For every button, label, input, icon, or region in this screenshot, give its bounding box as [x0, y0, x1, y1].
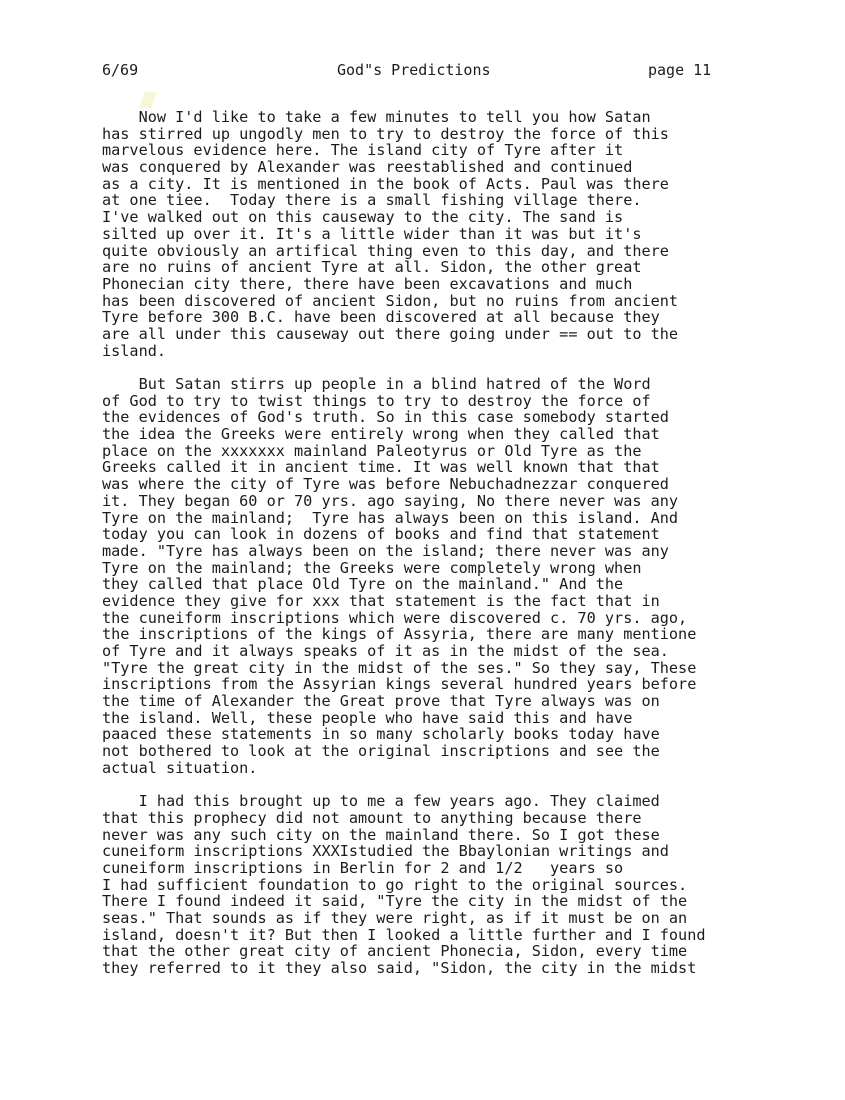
text-line: the idea the Greeks were entirely wrong when they called that — [102, 425, 660, 444]
text-line: not bothered to look at the original inscriptions and see the — [102, 742, 660, 761]
text-line: are all under this causeway out there going under == out to the — [102, 324, 679, 343]
text-line: "Tyre the great city in the midst of the ses." So they say, These — [102, 658, 697, 677]
text-line: silted up over it. It's a little wider than it was but it's — [102, 224, 642, 243]
text-line: Phonecian city there, there have been excavations and much — [102, 274, 633, 293]
text-line: of Tyre and it always speaks of it as in the midst of the sea. — [102, 642, 669, 660]
text-line: has stirred up ungodly men to try to destroy the force of this — [102, 124, 669, 143]
text-line: Greeks called it in ancient time. It was well known that that — [102, 458, 660, 477]
text-line: evidence they give for xxx that statement is the fact that in — [102, 591, 660, 610]
text-line: the evidences of God's truth. So in this case somebody started — [102, 408, 669, 427]
text-line: has been discovered of ancient Sidon, but no ruins from ancient — [102, 291, 679, 310]
text-line: the inscriptions of the kings of Assyria, there are many mentione — [102, 625, 697, 644]
text-line: seas." That sounds as if they were right, as if it must be on an — [102, 909, 688, 927]
text-line: I've walked out on this causeway to the city. The sand is — [102, 208, 624, 227]
text-line: the cuneiform inscriptions which were discovered c. 70 yrs. ago, — [102, 608, 688, 627]
header-page-number: page 11 — [648, 61, 712, 79]
header-date: 6/69 — [102, 61, 139, 79]
highlight-mark — [139, 92, 157, 108]
text-line: never was any such city on the mainland there. So I got these — [102, 825, 660, 844]
text-line: island. — [102, 341, 167, 360]
paragraph — [102, 793, 802, 977]
text-line: Tyre on the mainland; Tyre has always been on this island. And — [102, 508, 679, 527]
text-line: today you can look in dozens of books and find that statement — [102, 525, 660, 544]
text-line: I had sufficient foundation to go right to the original sources. — [102, 875, 688, 894]
bleed-through-text — [102, 974, 802, 988]
text-line: was conquered by Alexander was reestablished and continued — [102, 158, 633, 177]
text-line: at one tiee. Today there is a small fishing village there. — [102, 191, 642, 210]
text-line: paaced these statements in so many scholarly books today have — [102, 725, 660, 744]
text-line: quite obviously an artifical thing even to this day, and there — [102, 241, 669, 260]
text-line: cuneiform inscriptions XXXIstudied the Bbaylonian writings and — [102, 842, 669, 861]
text-line: the time of Alexander the Great prove that Tyre always was on — [102, 692, 660, 711]
text-line: made. "Tyre has always been on the island; there never was any — [102, 541, 669, 560]
text-line: that this prophecy did not amount to anything because there — [102, 808, 642, 827]
text-line: was where the city of Tyre was before Nebuchadnezzar conquered — [102, 475, 669, 494]
text-line: Tyre on the mainland; the Greeks were completely wrong when — [102, 558, 642, 577]
text-line: it. They began 60 or 70 yrs. ago saying, No there never was any — [102, 491, 679, 510]
text-line: of God to try to twist things to try to destroy the force of — [102, 391, 651, 410]
text-line: the island. Well, these people who have said this and have — [102, 708, 633, 727]
page-header — [102, 60, 742, 80]
text-line: Now I'd like to take a few minutes to tell you how Satan — [102, 108, 651, 126]
text-line: cuneiform inscriptions in Berlin for 2 and 1/2 years so — [102, 858, 624, 877]
text-line: they called that place Old Tyre on the mainland." And the — [102, 575, 624, 594]
text-line: actual situation. — [102, 758, 258, 777]
text-line: But Satan stirrs up people in a blind hatred of the Word — [102, 375, 651, 393]
text-line: place on the xxxxxxx mainland Paleotyrus or Old Tyre as the — [102, 441, 642, 460]
text-line: Tyre before 300 B.C. have been discovered at all because they — [102, 308, 660, 327]
text-line: marvelous evidence here. The island city of Tyre after it — [102, 141, 624, 160]
paragraph — [102, 376, 802, 777]
text-line: are no ruins of ancient Tyre at all. Sidon, the other great — [102, 258, 642, 277]
header-title: God"s Predictions — [337, 61, 491, 79]
text-line: inscriptions from the Assyrian kings several hundred years before — [102, 675, 697, 694]
paragraph — [102, 109, 802, 359]
text-line: There I found indeed it said, "Tyre the city in the midst of the — [102, 892, 688, 911]
text-line: I had this brought up to me a few years ago. They claimed — [102, 792, 660, 811]
text-line: as a city. It is mentioned in the book of Acts. Paul was there — [102, 174, 669, 193]
text-line: island, doesn't it? But then I looked a little further and I found — [102, 925, 706, 944]
document-body — [102, 109, 802, 993]
text-line: they referred to it they also said, "Sidon, the city in the midst — [102, 959, 697, 978]
text-line: that the other great city of ancient Phonecia, Sidon, every time — [102, 942, 688, 961]
